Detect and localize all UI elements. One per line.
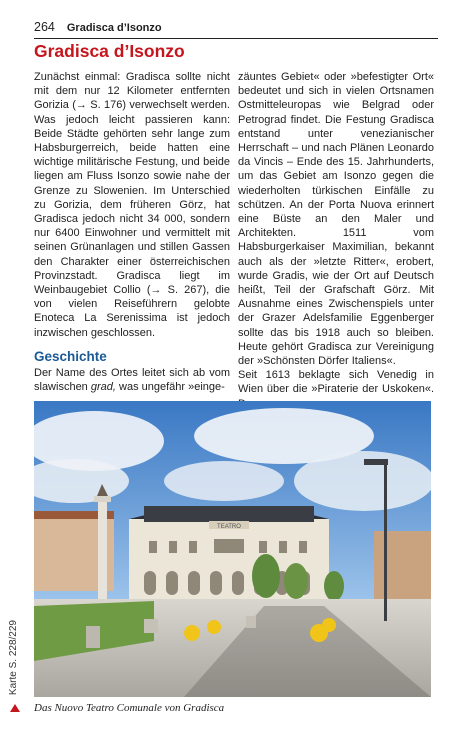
page-number: 264 [34, 20, 55, 34]
map-arrow-icon [10, 704, 20, 712]
section-heading-geschichte: Geschichte [34, 348, 107, 364]
cloud [294, 451, 431, 511]
cloud [164, 461, 284, 501]
history-continuation-paragraph: zäuntes Gebiet« oder »befestigter Ort« bedeutet und sich in vielen Ortsnamen Ostmitteleuropas wie Belgrad oder Petrograd findet. Die Festung Gradisca entstand unter venezianischer Herrschaft – und nach Plänen Leonardo da Vincis – Ende des 15. Jahrhunderts, um das Gebiet am Isonzo gegen die wiederholten türkischen Einfälle zu schützen. An der Porta Nuova erinnert eine Büste an den Maler und Architekten. 1511 vom Habsburgerkaiser Maximilian, bekannt auch als der »letzte Ritter«, erobert, wurde Gradis, wie der Ort auf Deutsch heißt, Teil der Grafschaft Görz. Mit Ausnahme eines Zwischenspiels unter der Grazer Adelsfamilie Eggenberger sollte das bis 1918 auch so bleiben. Heute gehört Gradisca zur Vereinigung der »Schönsten Dörfer Italiens«. [238, 71, 434, 368]
yellow-bollard [322, 618, 336, 632]
stone-block [246, 616, 256, 628]
tree [324, 571, 344, 601]
teatro-dome [144, 506, 314, 522]
intro-paragraph: Zunächst einmal: Gradisca sollte nicht mit dem nur 12 Kilometer entfernten Gorizia (→ S. 176) verwechselt werden. Was jedoch leicht passieren kann: Beide Städte gehörten sehr lange zum Habsburgerreich, beide hatten eine wichtige militärische Festung, und beide liegen am Fluss Isonzo sowie nahe der Grenze zu Slowenien. Im Unterschied zu Gorizia, dem früheren Görz, hat Gradisca jedoch nicht 34 000, sondern nur 6400 Einwohner und vermittelt mit seinen Grünanlagen und stillen Gassen den Charakter einer österreichischen Provinzstadt. Gradisca liegt im Weinbaugebiet Collio (→ S. 267), die von vielen Reiseführern gelobte Enoteca La Serenissima ist jedoch inzwischen geschlossen. [34, 71, 230, 339]
street-lamp-pole [384, 461, 387, 621]
chapter-title: Gradisca d’Isonzo [34, 41, 185, 61]
venice-paragraph: Seit 1613 beklagte sich Venedig in Wien über die »Piraterie der Uskoken«. [238, 369, 434, 396]
text-column-right [238, 70, 434, 411]
teatro-sign-text: TEATRO [217, 524, 241, 530]
teatro-photo [34, 401, 431, 697]
history-italic-word: grad, [90, 381, 116, 394]
history-paragraph [34, 366, 230, 394]
side-map-label: Karte S. 228/229 [8, 620, 19, 696]
building-right [374, 531, 431, 601]
column-monument [98, 501, 107, 601]
stone-block [144, 619, 158, 633]
street-lamp-head [364, 459, 388, 465]
history-text-1: Der Name des Ortes leitet sich ab vom slawischen [34, 367, 230, 394]
photo-caption: Das Nuovo Teatro Comunale von Gradisca [34, 702, 225, 714]
running-title: Gradisca d’Isonzo [66, 22, 162, 34]
running-header [34, 20, 438, 39]
stone-block [86, 626, 100, 648]
tree [252, 554, 280, 598]
teatro-photo-illustration [34, 401, 431, 697]
text-column-left [34, 70, 230, 394]
tree [284, 563, 308, 599]
yellow-bollard [184, 625, 200, 641]
column-capital [94, 496, 111, 502]
yellow-bollard [207, 620, 221, 634]
side-map-reference [8, 620, 24, 716]
history-text-2: was ungefähr »einge- [119, 381, 225, 394]
